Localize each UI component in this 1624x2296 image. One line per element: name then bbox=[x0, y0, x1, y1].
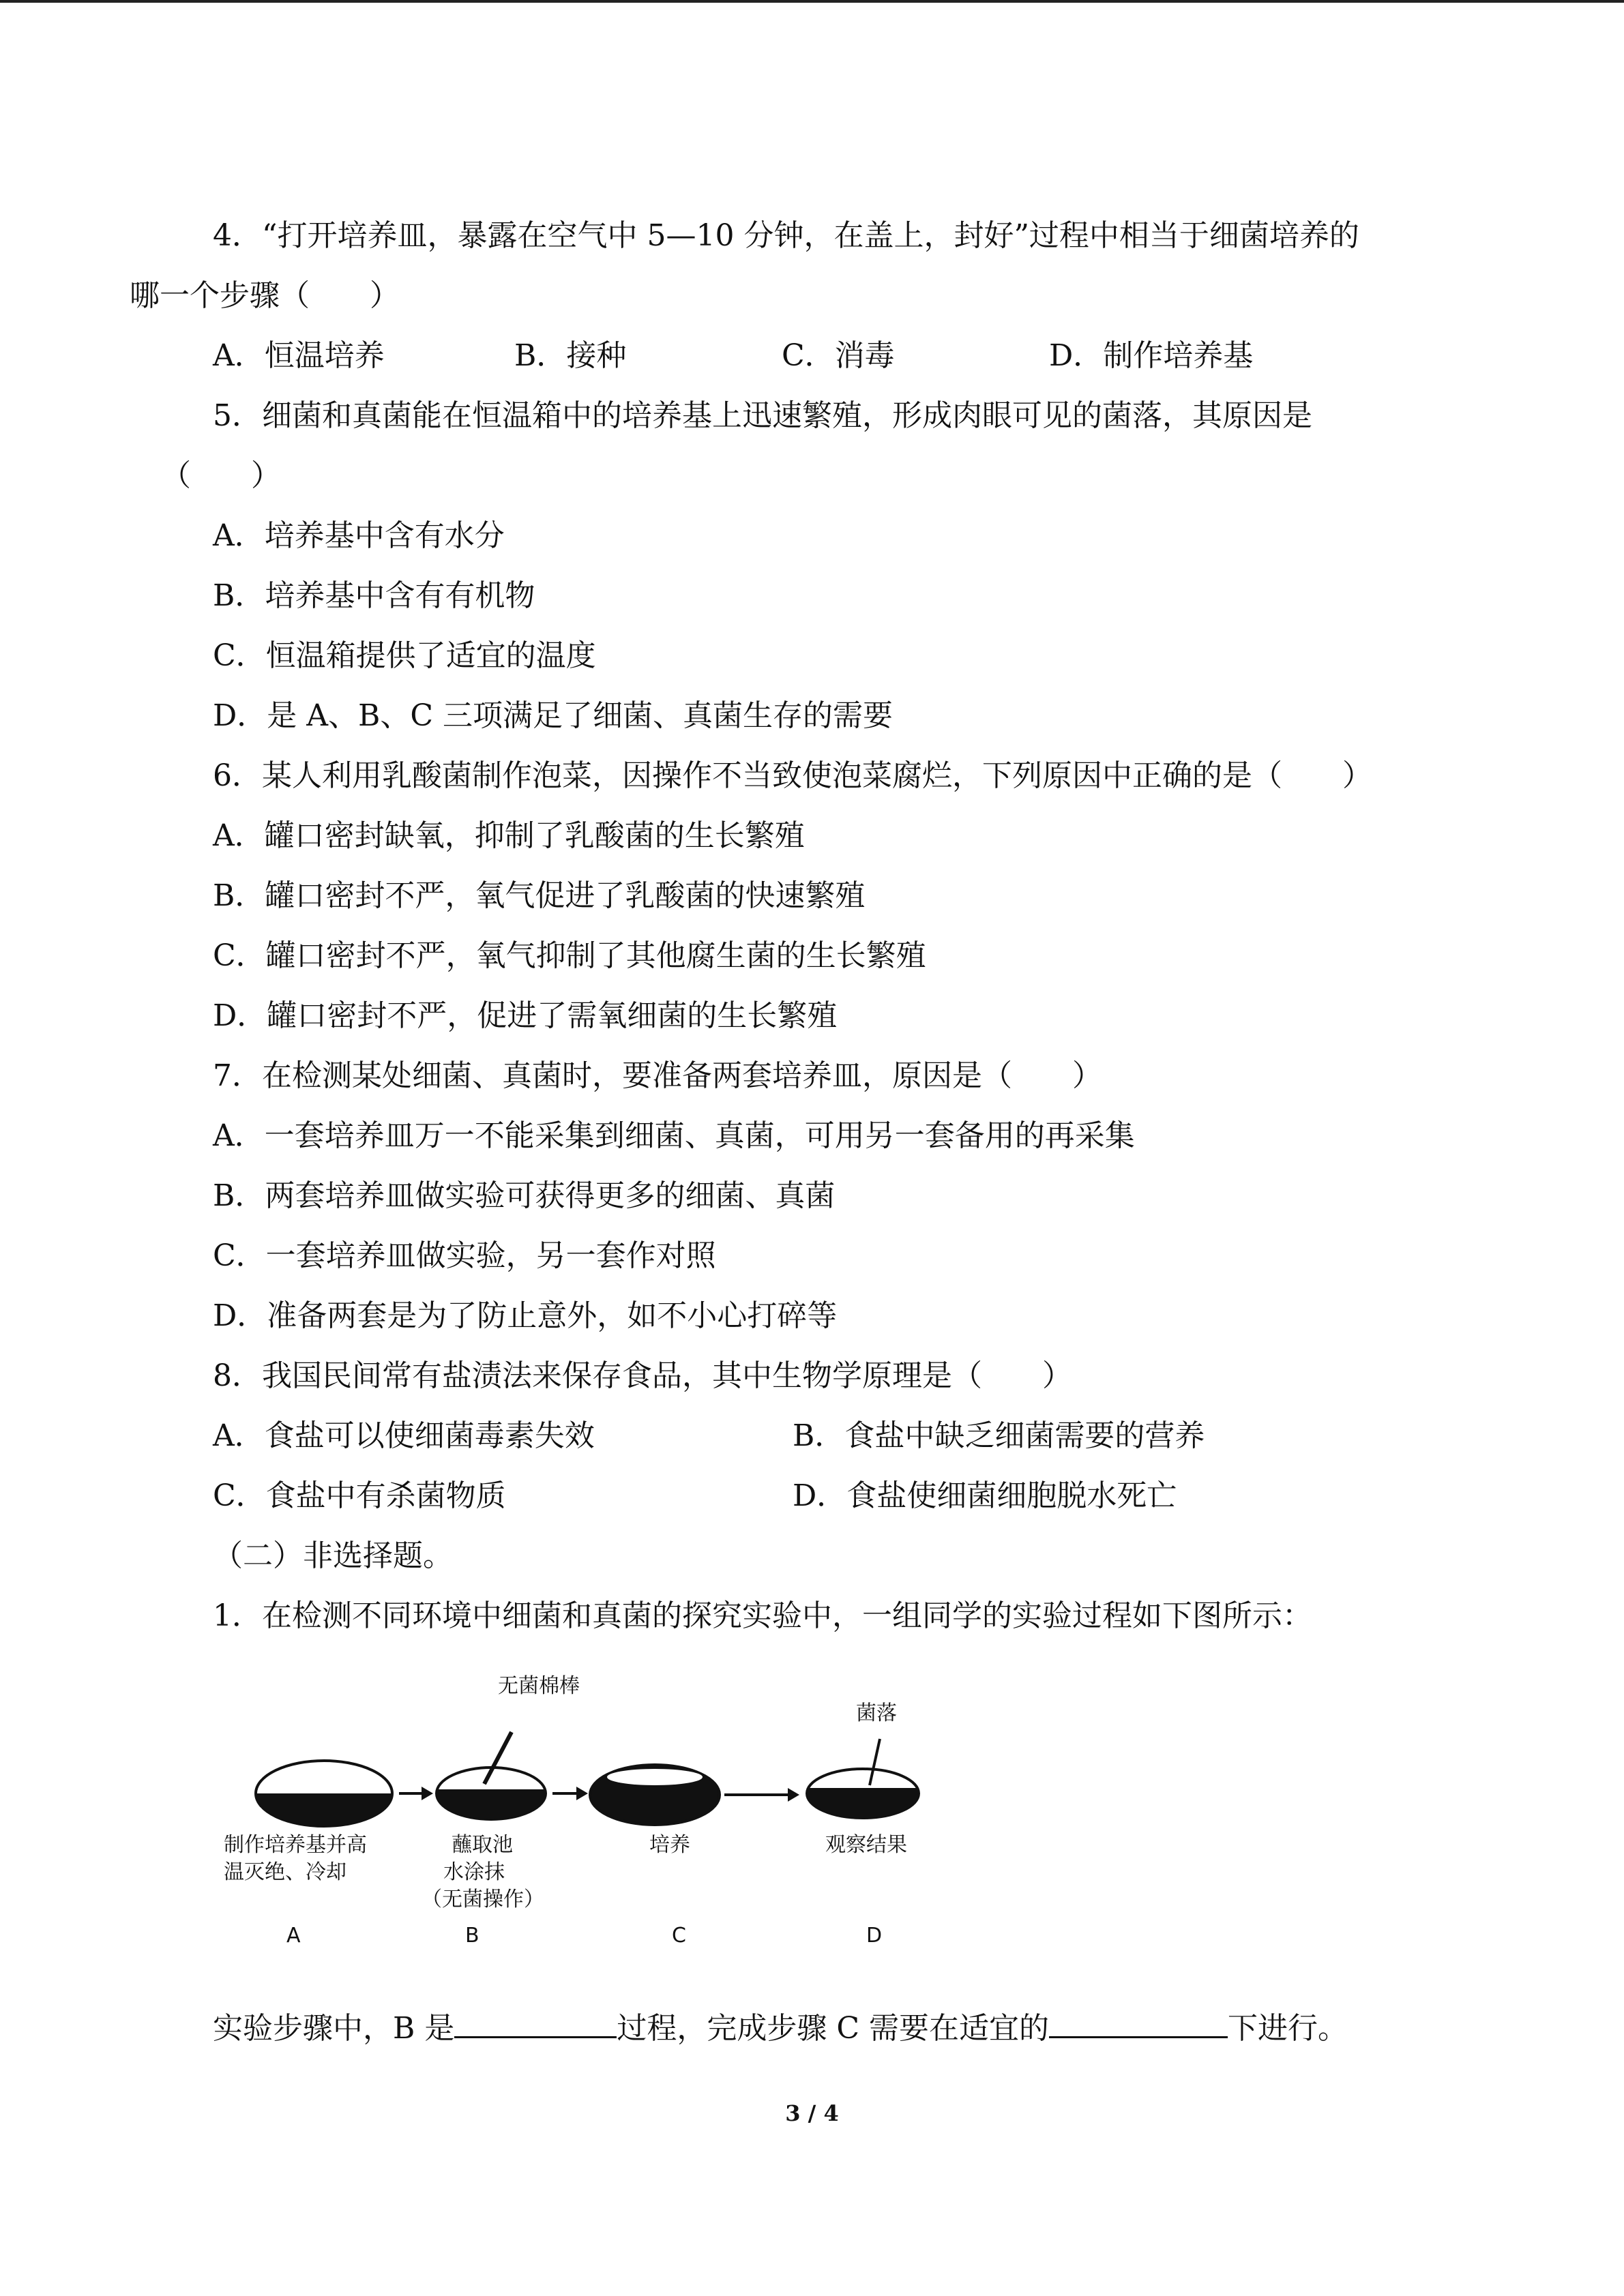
q5-option-a: A．培养基中含有水分 bbox=[213, 518, 505, 553]
q7-option-d: D．准备两套是为了防止意外，如不小心打碎等 bbox=[213, 1298, 838, 1333]
section-heading: （二）非选择题。 bbox=[213, 1538, 453, 1573]
q7-option-a: A．一套培养皿万一不能采集到细菌、真菌，可用另一套备用的再采集 bbox=[213, 1118, 1135, 1153]
experiment-figure bbox=[205, 1664, 955, 1964]
nq1-answer-line bbox=[213, 2003, 1348, 2049]
q8-stem: 8．我国民间常有盐渍法来保存食品，其中生物学原理是（ ） bbox=[213, 1358, 1072, 1393]
q4-option-a: A．恒温培养 bbox=[213, 338, 385, 373]
step-b-line1: 蘸取池 bbox=[452, 1833, 513, 1857]
q8-option-d: D．食盐使细菌细胞脱水死亡 bbox=[793, 1478, 1177, 1513]
q6-option-b: B．罐口密封不严，氧气促进了乳酸菌的快速繁殖 bbox=[213, 878, 866, 913]
petri-dish-a bbox=[256, 1761, 392, 1826]
letter-a: A bbox=[286, 1924, 301, 1948]
petri-dish-c bbox=[590, 1765, 720, 1825]
arrow-c-to-d bbox=[724, 1788, 799, 1802]
q7-stem: 7．在检测某处细菌、真菌时，要准备两套培养皿，原因是（ ） bbox=[213, 1058, 1102, 1093]
petri-dish-d bbox=[807, 1739, 919, 1818]
q7-option-c: C．一套培养皿做实验，另一套作对照 bbox=[213, 1238, 716, 1273]
label-colony: 菌落 bbox=[856, 1701, 897, 1725]
q4-option-c: C．消毒 bbox=[782, 338, 895, 373]
q6-stem: 6．某人利用乳酸菌制作泡菜，因操作不当致使泡菜腐烂，下列原因中正确的是（ ） bbox=[213, 758, 1372, 793]
q5-stem-line2: （ ） bbox=[161, 458, 281, 493]
step-d-label: 观察结果 bbox=[825, 1833, 907, 1857]
arrow-b-to-c bbox=[552, 1787, 588, 1800]
q8-option-a: A．食盐可以使细菌毒素失效 bbox=[213, 1418, 595, 1453]
q5-stem-line1: 5．细菌和真菌能在恒温箱中的培养基上迅速繁殖，形成肉眼可见的菌落，其原因是 bbox=[213, 398, 1312, 433]
q6-option-d: D．罐口密封不严，促进了需氧细菌的生长繁殖 bbox=[213, 998, 838, 1033]
blank-condition[interactable] bbox=[1049, 2003, 1228, 2038]
q4-option-b: B．接种 bbox=[514, 338, 627, 373]
q4-stem-line2: 哪一个步骤（ ） bbox=[130, 278, 400, 313]
petri-dish-b bbox=[437, 1732, 546, 1819]
q4-option-d: D．制作培养基 bbox=[1049, 338, 1254, 373]
q6-option-c: C．罐口密封不严，氧气抑制了其他腐生菌的生长繁殖 bbox=[213, 938, 926, 973]
q8-option-c: C．食盐中有杀菌物质 bbox=[213, 1478, 506, 1513]
page-number: 3 / 4 bbox=[785, 2100, 839, 2126]
step-a-line1: 制作培养基并高 bbox=[224, 1833, 367, 1857]
letter-b: B bbox=[465, 1924, 479, 1948]
top-border bbox=[0, 0, 1624, 3]
letter-d: D bbox=[866, 1924, 883, 1948]
q5-option-b: B．培养基中含有有机物 bbox=[213, 578, 535, 613]
arrow-a-to-b bbox=[399, 1787, 433, 1800]
answer-part-2: 过程，完成步骤 C 需要在适宜的 bbox=[617, 2011, 1049, 2046]
nq1-stem: 1．在检测不同环境中细菌和真菌的探究实验中，一组同学的实验过程如下图所示： bbox=[213, 1598, 1312, 1633]
q5-option-d: D．是 A、B、C 三项满足了细菌、真菌生存的需要 bbox=[213, 698, 894, 733]
answer-part-3: 下进行。 bbox=[1227, 2011, 1348, 2046]
q7-option-b: B．两套培养皿做实验可获得更多的细菌、真菌 bbox=[213, 1178, 836, 1213]
step-a-line2: 温灭绝、冷却 bbox=[224, 1860, 346, 1884]
answer-part-1: 实验步骤中，B 是 bbox=[213, 2011, 455, 2046]
blank-step-b[interactable] bbox=[454, 2003, 617, 2038]
label-sterile-swab: 无菌棉棒 bbox=[498, 1674, 580, 1698]
step-b-line3: （无菌操作） bbox=[422, 1888, 544, 1911]
step-c-label: 培养 bbox=[649, 1833, 690, 1857]
step-b-line2: 水涂抹 bbox=[443, 1860, 505, 1884]
q5-option-c: C．恒温箱提供了适宜的温度 bbox=[213, 638, 596, 673]
q6-option-a: A．罐口密封缺氧，抑制了乳酸菌的生长繁殖 bbox=[213, 818, 805, 853]
q4-stem-line1: 4．“打开培养皿，暴露在空气中 5—10 分钟，在盖上，封好”过程中相当于细菌培养的 bbox=[213, 218, 1359, 253]
q8-option-b: B．食盐中缺乏细菌需要的营养 bbox=[793, 1418, 1205, 1453]
letter-c: C bbox=[672, 1924, 686, 1948]
